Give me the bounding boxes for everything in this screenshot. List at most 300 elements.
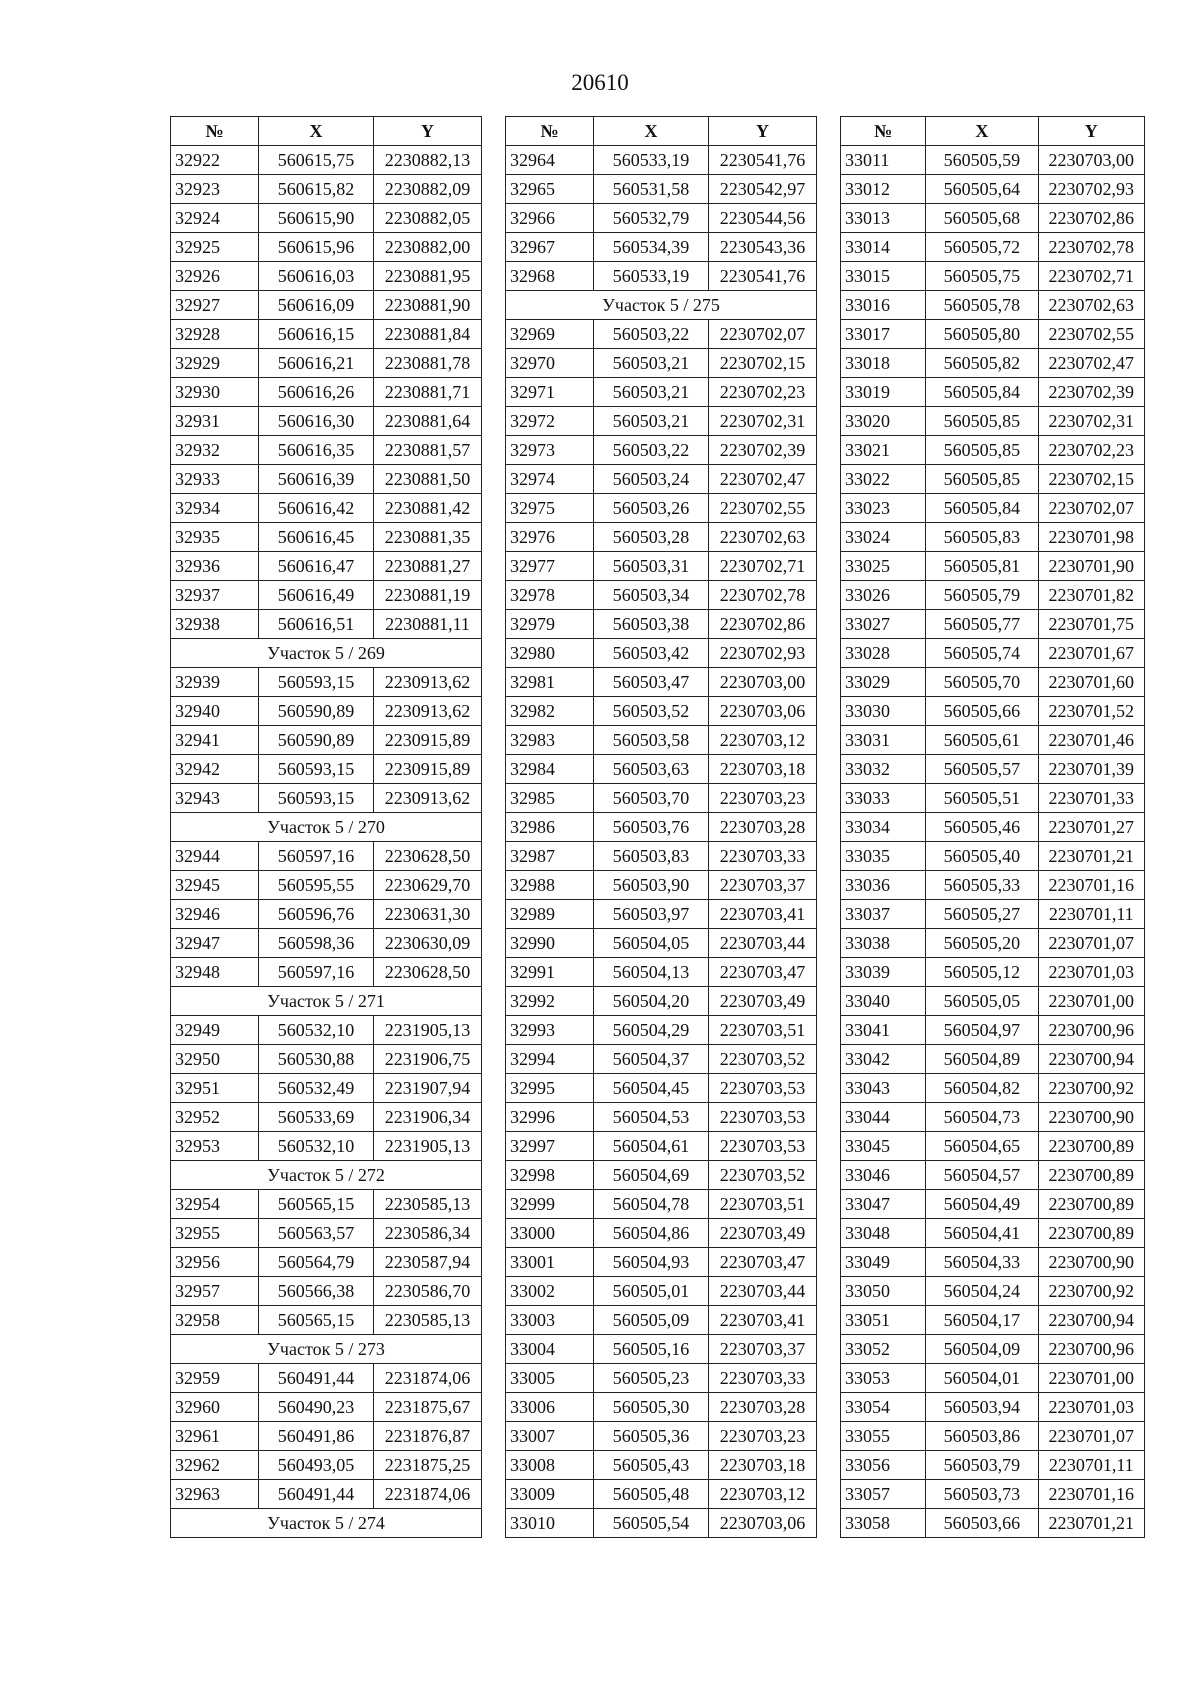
- point-number-cell: 33036: [841, 871, 926, 900]
- y-coordinate-cell: 2230702,63: [1038, 291, 1144, 320]
- point-number-cell: 32953: [171, 1132, 259, 1161]
- y-coordinate-cell: 2230703,00: [1038, 146, 1144, 175]
- table-row: [841, 1190, 1145, 1219]
- point-number-cell: 32950: [171, 1045, 259, 1074]
- table-row: [841, 697, 1145, 726]
- y-coordinate-cell: 2230701,46: [1038, 726, 1144, 755]
- y-coordinate-cell: 2231905,13: [374, 1132, 482, 1161]
- x-coordinate-cell: 560505,48: [594, 1480, 709, 1509]
- table-row: [841, 755, 1145, 784]
- table-header-row: [506, 117, 817, 146]
- table-row: [171, 581, 482, 610]
- x-coordinate-cell: 560504,45: [594, 1074, 709, 1103]
- x-coordinate-cell: 560503,70: [594, 784, 709, 813]
- table-row: [506, 1190, 817, 1219]
- point-number-cell: 33005: [506, 1364, 594, 1393]
- table-row: [841, 1335, 1145, 1364]
- table-row: [506, 1451, 817, 1480]
- y-coordinate-cell: 2230702,86: [709, 610, 817, 639]
- y-coordinate-cell: 2230544,56: [709, 204, 817, 233]
- table-row: [506, 842, 817, 871]
- y-coordinate-cell: 2230586,70: [374, 1277, 482, 1306]
- table-row: [841, 378, 1145, 407]
- y-coordinate-cell: 2230703,00: [709, 668, 817, 697]
- x-coordinate-cell: 560505,85: [926, 436, 1038, 465]
- x-coordinate-cell: 560597,16: [259, 958, 374, 987]
- y-coordinate-cell: 2230703,28: [709, 1393, 817, 1422]
- y-coordinate-cell: 2230703,44: [709, 1277, 817, 1306]
- header-y: Y: [1038, 117, 1144, 146]
- table-row: [171, 1190, 482, 1219]
- table-row: [506, 1248, 817, 1277]
- table-row: [841, 1161, 1145, 1190]
- y-coordinate-cell: 2230703,41: [709, 1306, 817, 1335]
- x-coordinate-cell: 560490,23: [259, 1393, 374, 1422]
- x-coordinate-cell: 560593,15: [259, 784, 374, 813]
- table-row: [841, 1016, 1145, 1045]
- y-coordinate-cell: 2230630,09: [374, 929, 482, 958]
- y-coordinate-cell: 2230586,34: [374, 1219, 482, 1248]
- x-coordinate-cell: 560505,05: [926, 987, 1038, 1016]
- point-number-cell: 32998: [506, 1161, 594, 1190]
- x-coordinate-cell: 560491,86: [259, 1422, 374, 1451]
- point-number-cell: 33006: [506, 1393, 594, 1422]
- table-row: [506, 1422, 817, 1451]
- table-row: [171, 291, 482, 320]
- section-row: [171, 1161, 482, 1190]
- y-coordinate-cell: 2230882,13: [374, 146, 482, 175]
- point-number-cell: 32984: [506, 755, 594, 784]
- y-coordinate-cell: 2230702,71: [1038, 262, 1144, 291]
- y-coordinate-cell: 2230701,82: [1038, 581, 1144, 610]
- point-number-cell: 32966: [506, 204, 594, 233]
- table-row: [171, 1451, 482, 1480]
- y-coordinate-cell: 2230543,36: [709, 233, 817, 262]
- point-number-cell: 33030: [841, 697, 926, 726]
- y-coordinate-cell: 2230703,52: [709, 1045, 817, 1074]
- table-row: [841, 146, 1145, 175]
- x-coordinate-cell: 560505,33: [926, 871, 1038, 900]
- table-row: [506, 204, 817, 233]
- x-coordinate-cell: 560505,83: [926, 523, 1038, 552]
- x-coordinate-cell: 560491,44: [259, 1480, 374, 1509]
- table-row: [841, 871, 1145, 900]
- table-row: [171, 1219, 482, 1248]
- x-coordinate-cell: 560504,41: [926, 1219, 1038, 1248]
- table-row: [506, 494, 817, 523]
- point-number-cell: 32941: [171, 726, 259, 755]
- x-coordinate-cell: 560616,49: [259, 581, 374, 610]
- x-coordinate-cell: 560616,45: [259, 523, 374, 552]
- y-coordinate-cell: 2230881,42: [374, 494, 482, 523]
- x-coordinate-cell: 560503,34: [594, 581, 709, 610]
- table-row: [506, 813, 817, 842]
- x-coordinate-cell: 560590,89: [259, 726, 374, 755]
- table-row: [506, 871, 817, 900]
- y-coordinate-cell: 2230702,86: [1038, 204, 1144, 233]
- point-number-cell: 32962: [171, 1451, 259, 1480]
- y-coordinate-cell: 2230701,21: [1038, 842, 1144, 871]
- y-coordinate-cell: 2230701,03: [1038, 958, 1144, 987]
- x-coordinate-cell: 560503,21: [594, 349, 709, 378]
- x-coordinate-cell: 560505,80: [926, 320, 1038, 349]
- point-number-cell: 32923: [171, 175, 259, 204]
- point-number-cell: 32997: [506, 1132, 594, 1161]
- point-number-cell: 33019: [841, 378, 926, 407]
- point-number-cell: 32963: [171, 1480, 259, 1509]
- table-row: [171, 436, 482, 465]
- x-coordinate-cell: 560505,84: [926, 494, 1038, 523]
- point-number-cell: 32954: [171, 1190, 259, 1219]
- point-number-cell: 33044: [841, 1103, 926, 1132]
- point-number-cell: 32991: [506, 958, 594, 987]
- point-number-cell: 33051: [841, 1306, 926, 1335]
- point-number-cell: 33035: [841, 842, 926, 871]
- point-number-cell: 33041: [841, 1016, 926, 1045]
- y-coordinate-cell: 2230702,93: [709, 639, 817, 668]
- section-label: Участок 5 / 272: [171, 1161, 482, 1190]
- y-coordinate-cell: 2230702,23: [1038, 436, 1144, 465]
- table-row: [506, 523, 817, 552]
- y-coordinate-cell: 2230882,05: [374, 204, 482, 233]
- point-number-cell: 32968: [506, 262, 594, 291]
- table-row: [506, 697, 817, 726]
- y-coordinate-cell: 2230703,28: [709, 813, 817, 842]
- table-row: [506, 262, 817, 291]
- x-coordinate-cell: 560505,57: [926, 755, 1038, 784]
- y-coordinate-cell: 2230701,07: [1038, 929, 1144, 958]
- y-coordinate-cell: 2230700,89: [1038, 1219, 1144, 1248]
- y-coordinate-cell: 2230702,15: [709, 349, 817, 378]
- y-coordinate-cell: 2230701,16: [1038, 871, 1144, 900]
- y-coordinate-cell: 2231907,94: [374, 1074, 482, 1103]
- table-row: [841, 610, 1145, 639]
- x-coordinate-cell: 560533,69: [259, 1103, 374, 1132]
- table-row: [841, 436, 1145, 465]
- y-coordinate-cell: 2231875,67: [374, 1393, 482, 1422]
- point-number-cell: 33034: [841, 813, 926, 842]
- y-coordinate-cell: 2230701,75: [1038, 610, 1144, 639]
- x-coordinate-cell: 560505,85: [926, 465, 1038, 494]
- x-coordinate-cell: 560616,42: [259, 494, 374, 523]
- table-row: [841, 929, 1145, 958]
- table-row: [506, 610, 817, 639]
- y-coordinate-cell: 2230703,49: [709, 987, 817, 1016]
- point-number-cell: 32992: [506, 987, 594, 1016]
- table-row: [841, 784, 1145, 813]
- table-row: [506, 1277, 817, 1306]
- point-number-cell: 32976: [506, 523, 594, 552]
- y-coordinate-cell: 2230700,92: [1038, 1074, 1144, 1103]
- x-coordinate-cell: 560616,21: [259, 349, 374, 378]
- y-coordinate-cell: 2230702,71: [709, 552, 817, 581]
- y-coordinate-cell: 2230587,94: [374, 1248, 482, 1277]
- y-coordinate-cell: 2230881,71: [374, 378, 482, 407]
- y-coordinate-cell: 2230703,52: [709, 1161, 817, 1190]
- y-coordinate-cell: 2230881,64: [374, 407, 482, 436]
- table-row: [506, 436, 817, 465]
- x-coordinate-cell: 560505,23: [594, 1364, 709, 1393]
- x-coordinate-cell: 560503,47: [594, 668, 709, 697]
- x-coordinate-cell: 560505,72: [926, 233, 1038, 262]
- table-row: [841, 233, 1145, 262]
- x-coordinate-cell: 560503,52: [594, 697, 709, 726]
- x-coordinate-cell: 560505,82: [926, 349, 1038, 378]
- x-coordinate-cell: 560532,49: [259, 1074, 374, 1103]
- point-number-cell: 33007: [506, 1422, 594, 1451]
- table-row: [506, 233, 817, 262]
- y-coordinate-cell: 2230631,30: [374, 900, 482, 929]
- y-coordinate-cell: 2230700,94: [1038, 1306, 1144, 1335]
- table-row: [506, 668, 817, 697]
- point-number-cell: 33018: [841, 349, 926, 378]
- table-row: [506, 755, 817, 784]
- y-coordinate-cell: 2230700,94: [1038, 1045, 1144, 1074]
- point-number-cell: 33000: [506, 1219, 594, 1248]
- y-coordinate-cell: 2230702,15: [1038, 465, 1144, 494]
- x-coordinate-cell: 560533,19: [594, 262, 709, 291]
- y-coordinate-cell: 2231905,13: [374, 1016, 482, 1045]
- x-coordinate-cell: 560616,26: [259, 378, 374, 407]
- y-coordinate-cell: 2230701,00: [1038, 987, 1144, 1016]
- table-row: [506, 784, 817, 813]
- x-coordinate-cell: 560505,12: [926, 958, 1038, 987]
- coordinate-table-1: [170, 116, 482, 1538]
- y-coordinate-cell: 2230702,47: [1038, 349, 1144, 378]
- y-coordinate-cell: 2230703,18: [709, 1451, 817, 1480]
- y-coordinate-cell: 2230701,90: [1038, 552, 1144, 581]
- table-row: [506, 407, 817, 436]
- table-row: [171, 407, 482, 436]
- table-row: [171, 784, 482, 813]
- table-row: [171, 1074, 482, 1103]
- x-coordinate-cell: 560503,76: [594, 813, 709, 842]
- table-row: [171, 146, 482, 175]
- table-row: [506, 726, 817, 755]
- y-coordinate-cell: 2230702,07: [709, 320, 817, 349]
- point-number-cell: 33026: [841, 581, 926, 610]
- table-row: [171, 697, 482, 726]
- x-coordinate-cell: 560532,10: [259, 1016, 374, 1045]
- y-coordinate-cell: 2230881,19: [374, 581, 482, 610]
- x-coordinate-cell: 560504,49: [926, 1190, 1038, 1219]
- point-number-cell: 33002: [506, 1277, 594, 1306]
- x-coordinate-cell: 560563,57: [259, 1219, 374, 1248]
- x-coordinate-cell: 560504,53: [594, 1103, 709, 1132]
- x-coordinate-cell: 560505,81: [926, 552, 1038, 581]
- x-coordinate-cell: 560504,89: [926, 1045, 1038, 1074]
- x-coordinate-cell: 560503,94: [926, 1393, 1038, 1422]
- table-row: [841, 1277, 1145, 1306]
- table-row: [841, 1509, 1145, 1538]
- table-row: [841, 581, 1145, 610]
- point-number-cell: 32930: [171, 378, 259, 407]
- y-coordinate-cell: 2230700,90: [1038, 1248, 1144, 1277]
- x-coordinate-cell: 560595,55: [259, 871, 374, 900]
- point-number-cell: 33008: [506, 1451, 594, 1480]
- table-row: [171, 1132, 482, 1161]
- x-coordinate-cell: 560505,78: [926, 291, 1038, 320]
- y-coordinate-cell: 2230628,50: [374, 842, 482, 871]
- table-row: [171, 1364, 482, 1393]
- y-coordinate-cell: 2230702,63: [709, 523, 817, 552]
- y-coordinate-cell: 2230701,39: [1038, 755, 1144, 784]
- point-number-cell: 33053: [841, 1364, 926, 1393]
- table-row: [841, 465, 1145, 494]
- point-number-cell: 33049: [841, 1248, 926, 1277]
- y-coordinate-cell: 2231876,87: [374, 1422, 482, 1451]
- y-coordinate-cell: 2230629,70: [374, 871, 482, 900]
- point-number-cell: 32944: [171, 842, 259, 871]
- y-coordinate-cell: 2231874,06: [374, 1480, 482, 1509]
- point-number-cell: 33052: [841, 1335, 926, 1364]
- point-number-cell: 32929: [171, 349, 259, 378]
- x-coordinate-cell: 560534,39: [594, 233, 709, 262]
- point-number-cell: 33016: [841, 291, 926, 320]
- section-row: [171, 987, 482, 1016]
- x-coordinate-cell: 560615,82: [259, 175, 374, 204]
- table-header-row: [171, 117, 482, 146]
- y-coordinate-cell: 2230703,51: [709, 1190, 817, 1219]
- table-row: [506, 1219, 817, 1248]
- x-coordinate-cell: 560503,83: [594, 842, 709, 871]
- y-coordinate-cell: 2230703,47: [709, 1248, 817, 1277]
- y-coordinate-cell: 2230703,44: [709, 929, 817, 958]
- point-number-cell: 32956: [171, 1248, 259, 1277]
- table-row: [171, 1103, 482, 1132]
- x-coordinate-cell: 560616,30: [259, 407, 374, 436]
- y-coordinate-cell: 2231906,75: [374, 1045, 482, 1074]
- table-row: [171, 320, 482, 349]
- point-number-cell: 33024: [841, 523, 926, 552]
- y-coordinate-cell: 2230702,39: [1038, 378, 1144, 407]
- table-row: [841, 204, 1145, 233]
- x-coordinate-cell: 560503,24: [594, 465, 709, 494]
- y-coordinate-cell: 2230881,27: [374, 552, 482, 581]
- y-coordinate-cell: 2230881,84: [374, 320, 482, 349]
- point-number-cell: 32925: [171, 233, 259, 262]
- table-row: [171, 1306, 482, 1335]
- table-row: [841, 1480, 1145, 1509]
- point-number-cell: 32979: [506, 610, 594, 639]
- table-row: [841, 262, 1145, 291]
- table-row: [841, 291, 1145, 320]
- section-label: Участок 5 / 269: [171, 639, 482, 668]
- y-coordinate-cell: 2230700,96: [1038, 1016, 1144, 1045]
- y-coordinate-cell: 2230700,96: [1038, 1335, 1144, 1364]
- x-coordinate-cell: 560615,96: [259, 233, 374, 262]
- x-coordinate-cell: 560503,22: [594, 320, 709, 349]
- point-number-cell: 33055: [841, 1422, 926, 1451]
- y-coordinate-cell: 2231906,34: [374, 1103, 482, 1132]
- x-coordinate-cell: 560504,82: [926, 1074, 1038, 1103]
- table-row: [841, 1451, 1145, 1480]
- point-number-cell: 33017: [841, 320, 926, 349]
- table-row: [506, 378, 817, 407]
- point-number-cell: 32928: [171, 320, 259, 349]
- x-coordinate-cell: 560616,03: [259, 262, 374, 291]
- x-coordinate-cell: 560616,47: [259, 552, 374, 581]
- section-label: Участок 5 / 271: [171, 987, 482, 1016]
- x-coordinate-cell: 560505,46: [926, 813, 1038, 842]
- x-coordinate-cell: 560616,09: [259, 291, 374, 320]
- x-coordinate-cell: 560505,84: [926, 378, 1038, 407]
- y-coordinate-cell: 2230703,23: [709, 784, 817, 813]
- table-row: [841, 1248, 1145, 1277]
- point-number-cell: 32969: [506, 320, 594, 349]
- x-coordinate-cell: 560593,15: [259, 668, 374, 697]
- x-coordinate-cell: 560504,69: [594, 1161, 709, 1190]
- y-coordinate-cell: 2230703,53: [709, 1074, 817, 1103]
- x-coordinate-cell: 560566,38: [259, 1277, 374, 1306]
- x-coordinate-cell: 560503,38: [594, 610, 709, 639]
- y-coordinate-cell: 2230881,57: [374, 436, 482, 465]
- point-number-cell: 32973: [506, 436, 594, 465]
- point-number-cell: 32961: [171, 1422, 259, 1451]
- table-row: [841, 813, 1145, 842]
- table-row: [841, 1103, 1145, 1132]
- point-number-cell: 33047: [841, 1190, 926, 1219]
- coordinate-table-3: [840, 116, 1145, 1538]
- y-coordinate-cell: 2231875,25: [374, 1451, 482, 1480]
- table-row: [841, 987, 1145, 1016]
- x-coordinate-cell: 560504,33: [926, 1248, 1038, 1277]
- y-coordinate-cell: 2230702,93: [1038, 175, 1144, 204]
- point-number-cell: 32977: [506, 552, 594, 581]
- x-coordinate-cell: 560504,20: [594, 987, 709, 1016]
- y-coordinate-cell: 2230702,31: [709, 407, 817, 436]
- table-row: [171, 175, 482, 204]
- table-row: [171, 233, 482, 262]
- point-number-cell: 33015: [841, 262, 926, 291]
- x-coordinate-cell: 560616,35: [259, 436, 374, 465]
- table-row: [506, 900, 817, 929]
- table-row: [506, 175, 817, 204]
- y-coordinate-cell: 2230881,95: [374, 262, 482, 291]
- table-row: [171, 378, 482, 407]
- x-coordinate-cell: 560504,01: [926, 1364, 1038, 1393]
- x-coordinate-cell: 560505,43: [594, 1451, 709, 1480]
- y-coordinate-cell: 2230703,37: [709, 871, 817, 900]
- table-row: [841, 1422, 1145, 1451]
- section-label: Участок 5 / 270: [171, 813, 482, 842]
- x-coordinate-cell: 560531,58: [594, 175, 709, 204]
- x-coordinate-cell: 560504,37: [594, 1045, 709, 1074]
- point-number-cell: 32970: [506, 349, 594, 378]
- point-number-cell: 32935: [171, 523, 259, 552]
- table-row: [171, 349, 482, 378]
- x-coordinate-cell: 560616,15: [259, 320, 374, 349]
- point-number-cell: 33054: [841, 1393, 926, 1422]
- y-coordinate-cell: 2230881,50: [374, 465, 482, 494]
- point-number-cell: 32978: [506, 581, 594, 610]
- table-row: [506, 1306, 817, 1335]
- y-coordinate-cell: 2230703,18: [709, 755, 817, 784]
- table-row: [506, 639, 817, 668]
- y-coordinate-cell: 2230628,50: [374, 958, 482, 987]
- y-coordinate-cell: 2230701,33: [1038, 784, 1144, 813]
- point-number-cell: 33037: [841, 900, 926, 929]
- y-coordinate-cell: 2230881,35: [374, 523, 482, 552]
- point-number-cell: 33009: [506, 1480, 594, 1509]
- point-number-cell: 32945: [171, 871, 259, 900]
- y-coordinate-cell: 2230541,76: [709, 262, 817, 291]
- x-coordinate-cell: 560616,51: [259, 610, 374, 639]
- x-coordinate-cell: 560615,90: [259, 204, 374, 233]
- y-coordinate-cell: 2230702,23: [709, 378, 817, 407]
- point-number-cell: 33004: [506, 1335, 594, 1364]
- x-coordinate-cell: 560564,79: [259, 1248, 374, 1277]
